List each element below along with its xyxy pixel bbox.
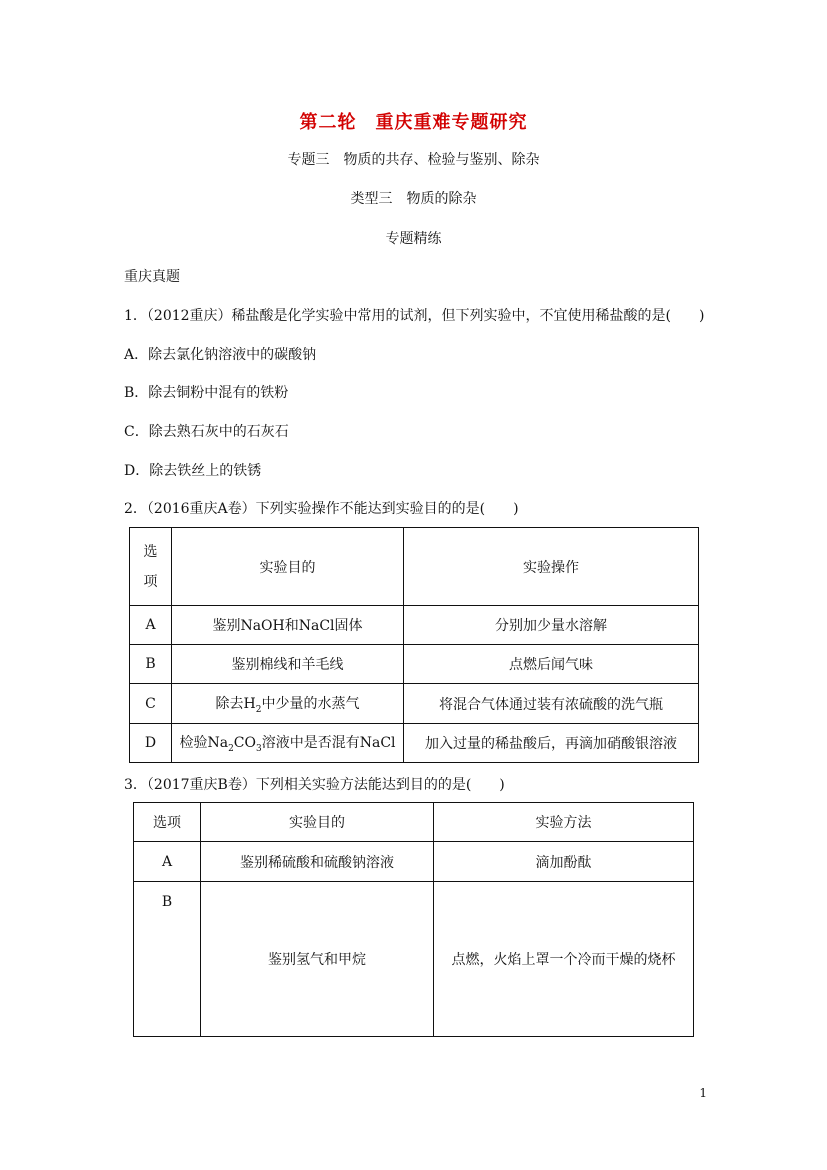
method-cell: 点燃，火焰上罩一个冷而干燥的烧杯 <box>434 882 694 1037</box>
method-cell: 滴加酚酞 <box>434 842 694 882</box>
question-1-stem: 1．（2012重庆）稀盐酸是化学实验中常用的试剂，但下列实验中，不宜使用稀盐酸的是( ) <box>124 308 705 324</box>
type-heading: 类型三 物质的除杂 <box>350 191 477 207</box>
option-cell: D <box>130 724 172 763</box>
header-purpose-cell: 实验目的 <box>201 803 434 842</box>
question-1-option-c: C．除去熟石灰中的石灰石 <box>124 424 289 440</box>
topic-subtitle: 专题三 物质的共存、检验与鉴别、除杂 <box>287 152 540 168</box>
purpose-cell: 鉴别棉线和羊毛线 <box>172 645 404 684</box>
header-option-cell: 选项 <box>134 803 201 842</box>
category-heading: 重庆真题 <box>124 269 180 285</box>
table-row <box>134 882 694 1037</box>
option-cell: B <box>134 882 201 1037</box>
header-method-cell: 实验方法 <box>434 803 694 842</box>
header-option-line: 项 <box>143 573 158 590</box>
page-number: 1 <box>699 1086 707 1100</box>
operation-cell: 点燃后闻气味 <box>404 645 699 684</box>
table-row <box>134 842 694 882</box>
question-1-option-a: A．除去氯化钠溶液中的碳酸钠 <box>124 347 317 363</box>
question-3-table <box>133 802 694 1037</box>
question-2-stem: 2．（2016重庆A卷）下列实验操作不能达到实验目的的是( ) <box>124 501 519 517</box>
purpose-cell: 检验$Na_2CO_3$溶液中是否混有NaCl <box>172 724 404 763</box>
operation-cell: 加入过量的稀盐酸后，再滴加硝酸银溶液 <box>404 724 699 763</box>
header-operation-cell: 实验操作 <box>404 528 699 606</box>
question-2-table <box>129 527 699 763</box>
purpose-cell: 鉴别NaOH和NaCl固体 <box>172 606 404 645</box>
header-option-line: 选 <box>143 543 158 560</box>
table-row <box>130 606 699 645</box>
table-header-row <box>134 803 694 842</box>
table-row <box>130 684 699 724</box>
purpose-cell: 鉴别稀硫酸和硫酸钠溶液 <box>201 842 434 882</box>
operation-cell: 将混合气体通过装有浓硫酸的洗气瓶 <box>404 684 699 724</box>
purpose-cell: 鉴别氢气和甲烷 <box>201 882 434 1037</box>
section-heading: 专题精练 <box>385 231 442 247</box>
table-header-row <box>130 528 699 606</box>
purpose-cell: 除去$H_2$中少量的水蒸气 <box>172 684 404 724</box>
option-cell: A <box>134 842 201 882</box>
option-cell: A <box>130 606 172 645</box>
page-title: 第二轮 重庆重难专题研究 <box>299 112 528 133</box>
operation-cell: 分别加少量水溶解 <box>404 606 699 645</box>
question-3-stem: 3．（2017重庆B卷）下列相关实验方法能达到目的的是( ) <box>124 777 505 793</box>
table-row <box>130 724 699 763</box>
option-cell: B <box>130 645 172 684</box>
option-cell: C <box>130 684 172 724</box>
question-1-option-b: B．除去铜粉中混有的铁粉 <box>124 385 289 401</box>
table-row <box>130 645 699 684</box>
header-option-cell <box>130 528 172 606</box>
header-purpose-cell: 实验目的 <box>172 528 404 606</box>
question-1-option-d: D．除去铁丝上的铁锈 <box>124 463 262 479</box>
